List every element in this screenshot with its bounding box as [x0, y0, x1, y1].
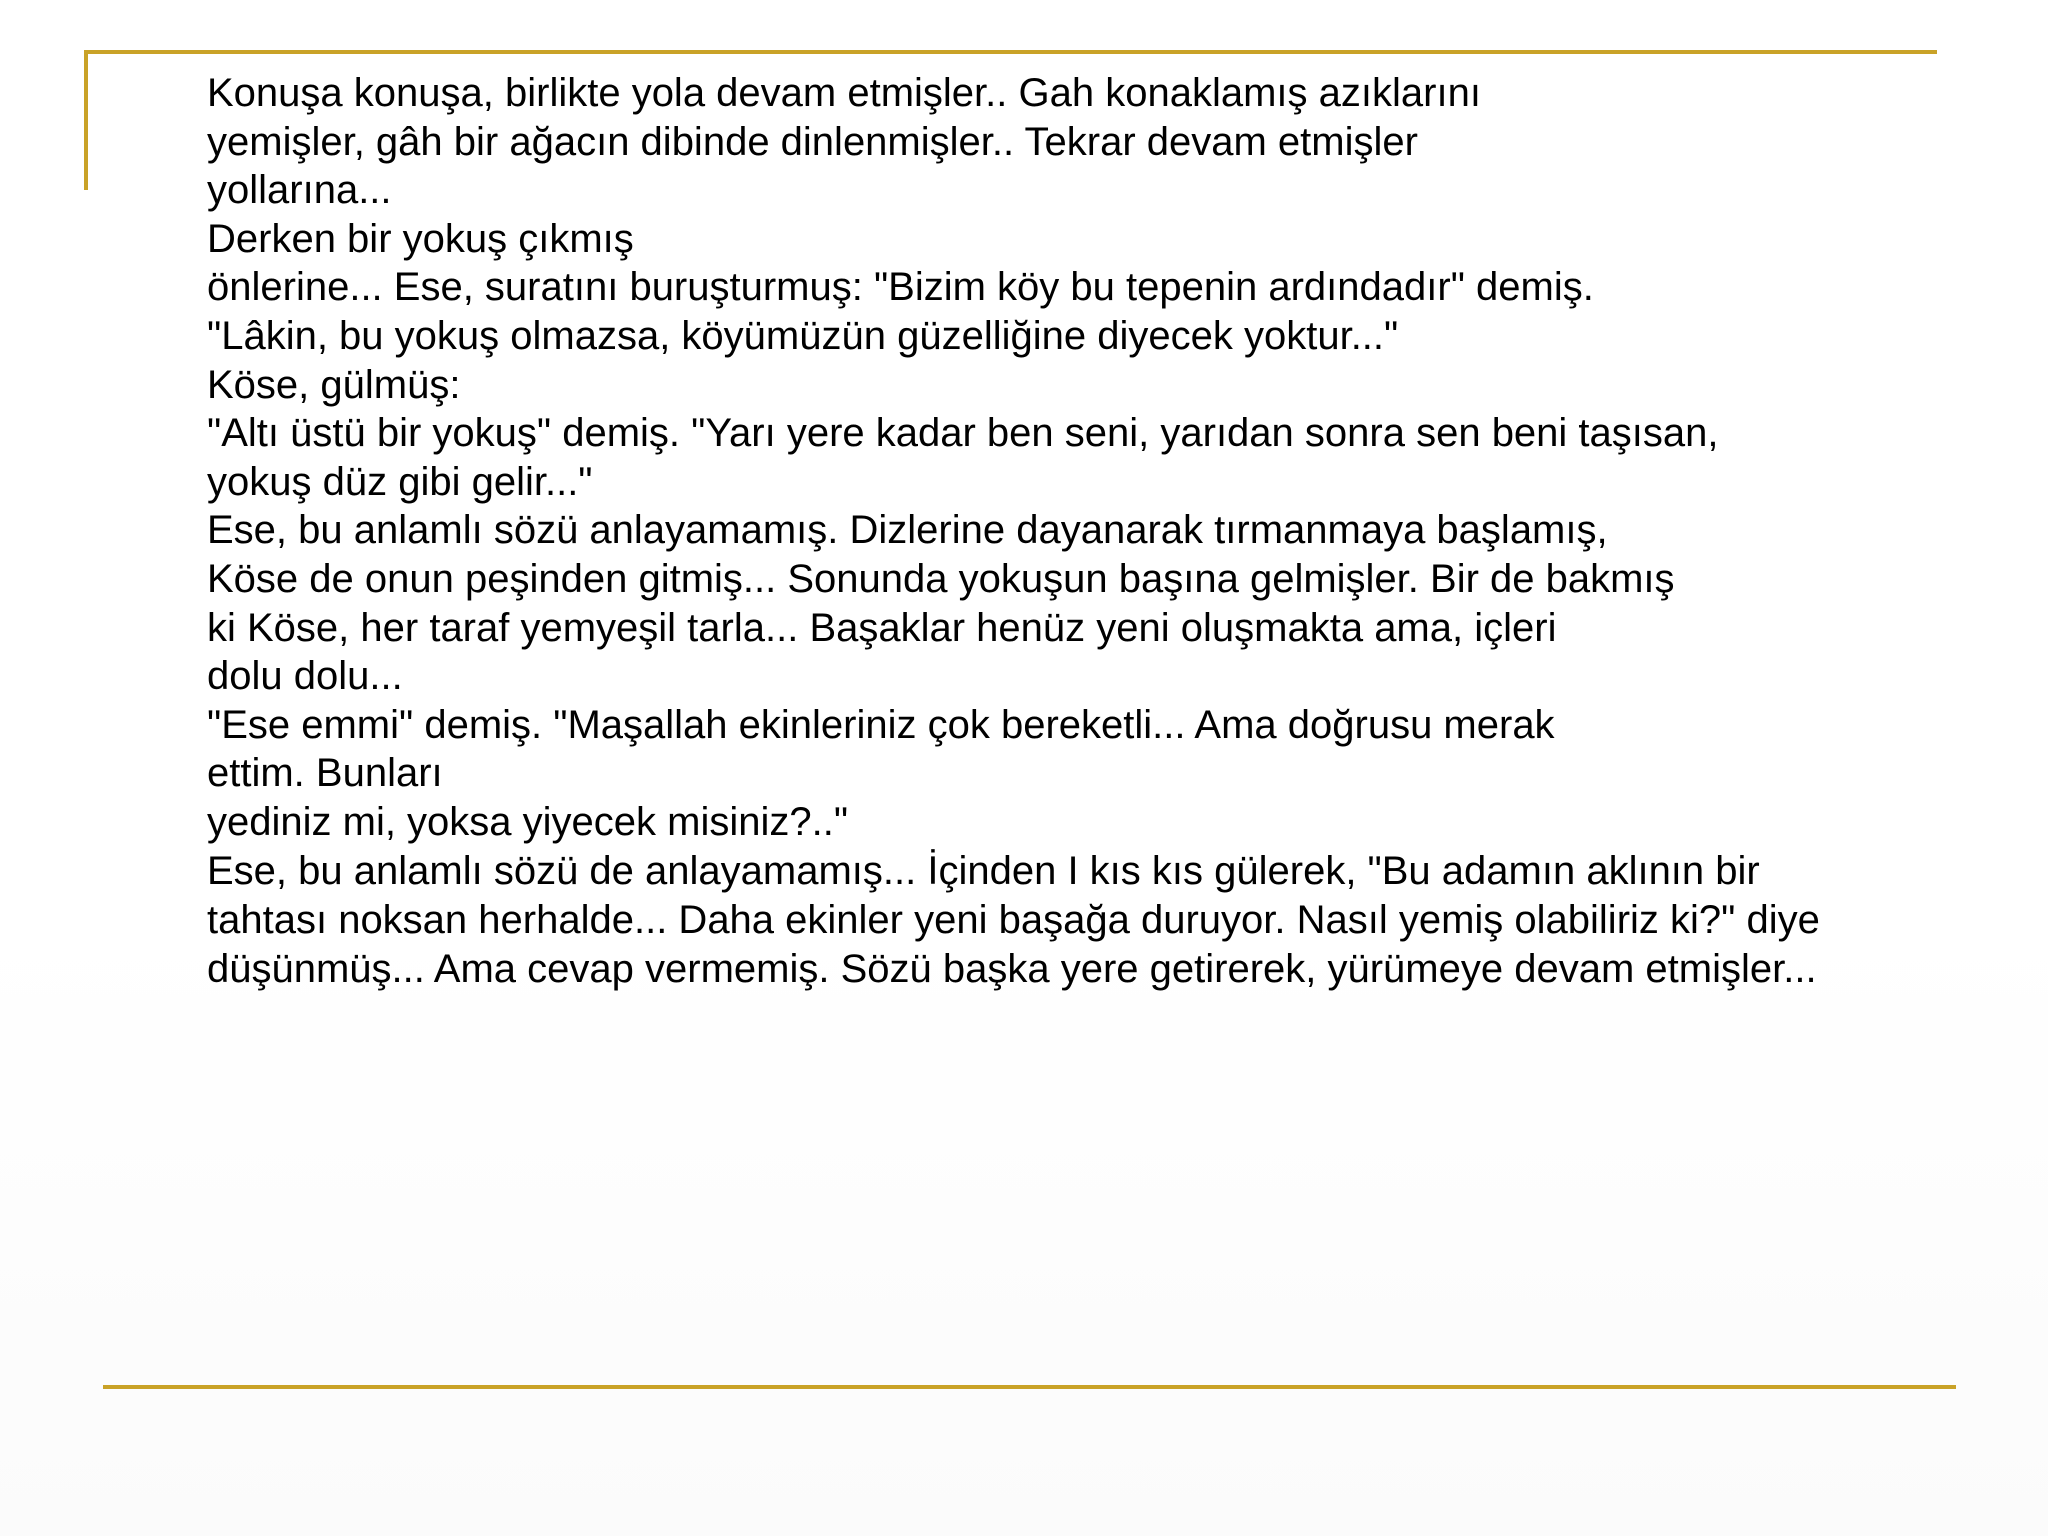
text-line: Köse de onun peşinden gitmiş... Sonunda yokuşun başına gelmişler. Bir de bakmış: [207, 556, 1675, 601]
frame-left-rule: [84, 50, 88, 190]
text-line-wrapped: düşünmüş... Ama cevap vermemiş. Sözü başka yere getirerek, yürümeye devam etmişler...: [207, 947, 1817, 992]
text-line: yediniz mi, yoksa yiyecek misiniz?..": [207, 799, 849, 844]
text-line-wrapped: tahtası noksan herhalde... Daha ekinler yeni başağa duruyor. Nasıl yemiş olabiliriz ki?" diye: [207, 898, 1820, 943]
text-line: ettim. Bunları: [207, 751, 443, 796]
text-line: "Ese emmi" demiş. "Maşallah ekinleriniz çok bereketli... Ama doğrusu merak: [207, 702, 1555, 747]
text-line: yollarına...: [207, 168, 392, 213]
text-line: yemişler, gâh bir ağacın dibinde dinlenmişler.. Tekrar devam etmişler: [207, 119, 1418, 164]
text-line: Ese, bu anlamlı sözü anlayamamış. Dizlerine dayanarak tırmanmaya başlamış,: [207, 508, 1608, 553]
text-line: Konuşa konuşa, birlikte yola devam etmişler.. Gah konaklamış azıklarını: [207, 71, 1481, 115]
text-line: Ese, bu anlamlı sözü de anlayamamış... İçinden I kıs kıs gülerek, "Bu adamın aklının bir: [207, 848, 1760, 893]
text-line: "Altı üstü bir yokuş" demiş. "Yarı yere kadar ben seni, yarıdan sonra sen beni taşısan,: [207, 411, 1719, 456]
text-line: Köse, gülmüş:: [207, 362, 461, 407]
slide-body-text: [207, 69, 1927, 993]
text-line: dolu dolu...: [207, 654, 403, 699]
text-line: Derken bir yokuş çıkmış: [207, 216, 634, 261]
text-line: önlerine... Ese, suratını buruşturmuş: "Bizim köy bu tepenin ardındadır" demiş.: [207, 265, 1594, 310]
text-line: ki Köse, her taraf yemyeşil tarla... Başaklar henüz yeni oluşmakta ama, içleri: [207, 605, 1557, 650]
text-line: "Lâkin, bu yokuş olmazsa, köyümüzün güzelliğine diyecek yoktur...": [207, 313, 1399, 358]
text-line: yokuş düz gibi gelir...": [207, 459, 593, 504]
frame-top-rule: [84, 50, 1937, 54]
frame-bottom-rule: [103, 1385, 1956, 1389]
